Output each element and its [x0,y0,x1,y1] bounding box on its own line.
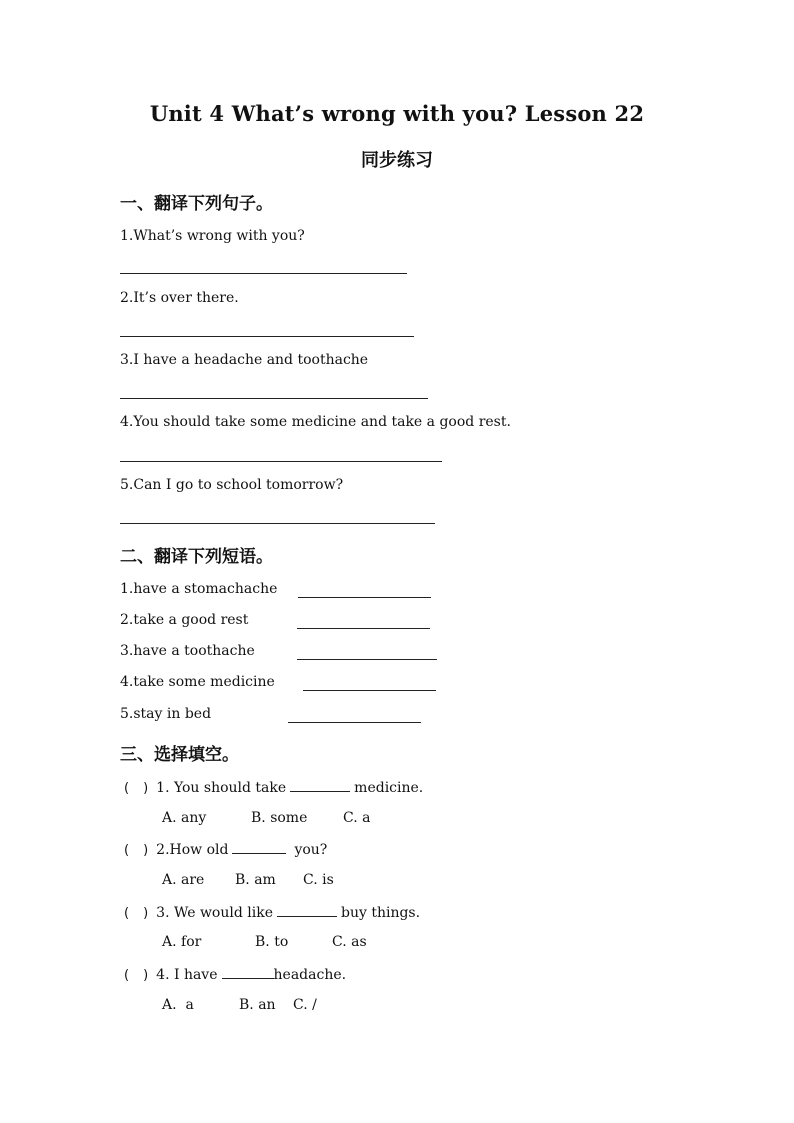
answer-paren-close: ) [143,843,149,858]
fill-blank[interactable] [222,966,274,979]
option-a: A. a [162,997,194,1013]
phrase-item: 2.take a good rest [120,612,249,628]
question-stem: 3. We would like [156,905,273,921]
answer-line[interactable] [120,273,407,274]
answer-line[interactable] [120,398,428,399]
option-b: B. an [239,997,276,1013]
phrase-item: 1.have a stomachache [120,581,278,597]
answer-paren-open: ( [124,906,130,921]
fill-blank[interactable] [232,841,286,854]
question-stem: 1. You should take [156,780,287,796]
answer-paren-close: ) [143,781,149,796]
sentence-item: 1.What’s wrong with you? [120,228,305,244]
question-stem: 4. I have [156,967,218,983]
sentence-item: 2.It’s over there. [120,290,239,306]
answer-paren-close: ) [143,906,149,921]
phrase-item: 3.have a toothache [120,643,255,659]
page-title: Unit 4 What’s wrong with you? Lesson 22 [149,101,645,126]
question-stem-end: buy things. [341,905,421,921]
section-heading-translate-sentences: 一、翻译下列句子。 [120,194,273,214]
question-1 [124,779,423,796]
sentence-item: 3.I have a headache and toothache [120,352,369,368]
option-c: C. as [332,934,367,950]
phrase-answer-line[interactable] [303,690,436,691]
option-c: C. a [343,810,371,826]
question-2 [124,841,327,858]
question-stem-end: headache. [273,967,347,983]
phrase-item: 4.take some medicine [120,674,275,690]
question-stem-end: you? [294,842,328,858]
option-c: C. / [293,997,317,1013]
phrase-answer-line[interactable] [297,628,430,629]
option-a: A. any [162,810,207,826]
answer-line[interactable] [120,461,442,462]
answer-paren-open: ( [124,843,130,858]
sentence-item: 5.Can I go to school tomorrow? [120,477,344,493]
answer-paren-open: ( [124,968,130,983]
fill-blank[interactable] [277,904,337,917]
phrase-answer-line[interactable] [288,722,421,723]
phrase-item: 5.stay in bed [120,706,212,722]
question-3 [124,904,420,921]
section-heading-translate-phrases: 二、翻译下列短语。 [120,547,273,567]
question-4 [124,966,346,983]
answer-line[interactable] [120,336,414,337]
fill-blank[interactable] [290,779,350,792]
phrase-answer-line[interactable] [298,597,431,598]
answer-paren-open: ( [124,781,130,796]
question-stem: 2.How old [156,842,229,858]
option-b: B. to [255,934,289,950]
option-b: B. am [235,872,276,888]
answer-paren-close: ) [143,968,149,983]
page-subtitle: 同步练习 [361,150,433,171]
sentence-item: 4.You should take some medicine and take a good rest. [120,414,511,430]
section-heading-multiple-choice: 三、选择填空。 [120,745,239,765]
phrase-answer-line[interactable] [297,659,437,660]
option-c: C. is [303,872,334,888]
question-stem-end: medicine. [354,780,424,796]
option-a: A. for [162,934,202,950]
answer-line[interactable] [120,523,435,524]
option-a: A. are [162,872,205,888]
option-b: B. some [251,810,308,826]
